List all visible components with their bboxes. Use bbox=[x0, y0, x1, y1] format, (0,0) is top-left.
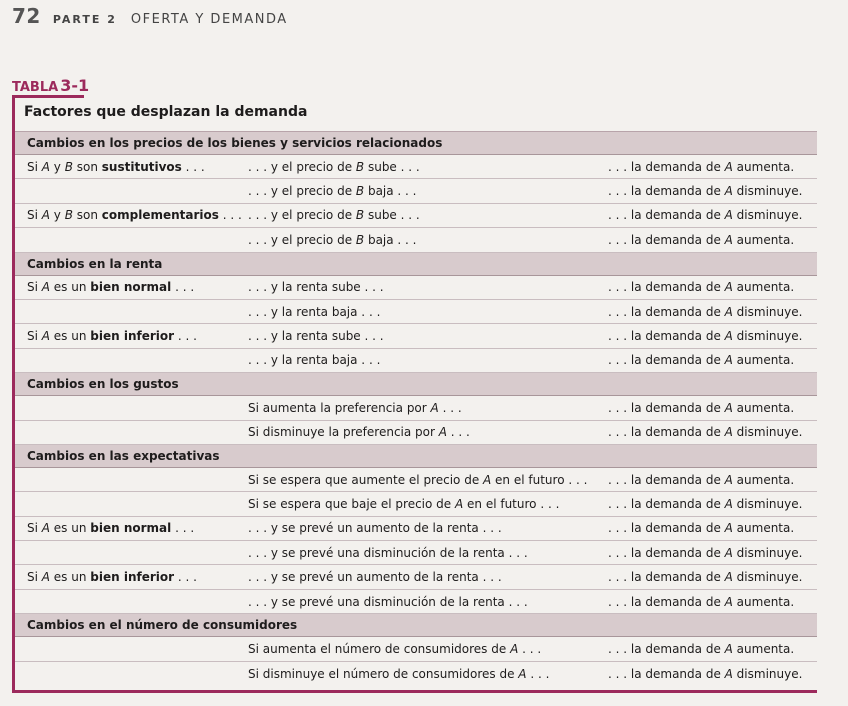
table-row bbox=[15, 228, 817, 252]
result-cell: . . . la demanda de A disminuye. bbox=[608, 425, 803, 440]
change-cell: . . . y la renta baja . . . bbox=[248, 304, 381, 319]
change-cell: Si aumenta la preferencia por A . . . bbox=[248, 400, 462, 415]
result-cell: . . . la demanda de A aumenta. bbox=[608, 521, 795, 536]
change-cell: Si se espera que baje el precio de A en el futuro . . . bbox=[248, 496, 560, 511]
table-row bbox=[15, 396, 817, 420]
table-tag-label: TABLA bbox=[12, 80, 59, 95]
result-cell: . . . la demanda de A disminuye. bbox=[608, 304, 803, 319]
result-cell: . . . la demanda de A disminuye. bbox=[608, 666, 803, 681]
table-row bbox=[15, 300, 817, 324]
page-header bbox=[12, 4, 288, 28]
section-header: Cambios en el número de consumidores bbox=[15, 614, 817, 637]
result-cell: . . . la demanda de A aumenta. bbox=[608, 353, 795, 368]
table-row bbox=[15, 590, 817, 614]
table-row bbox=[15, 565, 817, 589]
result-cell: . . . la demanda de A aumenta. bbox=[608, 641, 795, 656]
table-tag bbox=[12, 76, 89, 95]
section-header: Cambios en los precios de los bienes y servicios relacionados bbox=[15, 132, 817, 155]
result-cell: . . . la demanda de A aumenta. bbox=[608, 472, 795, 487]
change-cell: . . . y se prevé una disminución de la renta . . . bbox=[248, 594, 528, 609]
table-row bbox=[15, 541, 817, 565]
change-cell: . . . y la renta baja . . . bbox=[248, 353, 381, 368]
table-row bbox=[15, 155, 817, 179]
table-row bbox=[15, 349, 817, 373]
condition-cell: Si A y B son sustitutivos . . . bbox=[27, 159, 205, 174]
table-row bbox=[15, 204, 817, 228]
condition-cell: Si A es un bien inferior . . . bbox=[27, 570, 197, 585]
change-cell: . . . y se prevé un aumento de la renta . . . bbox=[248, 521, 502, 536]
section-header: Cambios en la renta bbox=[15, 253, 817, 276]
part-label: PARTE 2 bbox=[52, 13, 117, 26]
table-row bbox=[15, 662, 817, 686]
chapter-title: OFERTA Y DEMANDA bbox=[130, 12, 288, 27]
condition-cell: Si A es un bien normal . . . bbox=[27, 521, 195, 536]
table-row bbox=[15, 517, 817, 541]
change-cell: Si se espera que aumente el precio de A en el futuro . . . bbox=[248, 472, 588, 487]
condition-cell: Si A es un bien normal . . . bbox=[27, 280, 195, 295]
change-cell: Si disminuye la preferencia por A . . . bbox=[248, 425, 470, 440]
condition-cell: Si A es un bien inferior . . . bbox=[27, 329, 197, 344]
result-cell: . . . la demanda de A disminuye. bbox=[608, 208, 803, 223]
condition-cell: Si A y B son complementarios . . . bbox=[27, 208, 242, 223]
result-cell: . . . la demanda de A aumenta. bbox=[608, 159, 795, 174]
result-cell: . . . la demanda de A disminuye. bbox=[608, 496, 803, 511]
result-cell: . . . la demanda de A disminuye. bbox=[608, 570, 803, 585]
table-row bbox=[15, 179, 817, 203]
section-header: Cambios en los gustos bbox=[15, 373, 817, 396]
table-row bbox=[15, 276, 817, 300]
change-cell: Si aumenta el número de consumidores de A . . . bbox=[248, 641, 542, 656]
result-cell: . . . la demanda de A aumenta. bbox=[608, 280, 795, 295]
section-header: Cambios en las expectativas bbox=[15, 445, 817, 468]
result-cell: . . . la demanda de A disminuye. bbox=[608, 184, 803, 199]
change-cell: . . . y se prevé una disminución de la renta . . . bbox=[248, 545, 528, 560]
result-cell: . . . la demanda de A aumenta. bbox=[608, 232, 795, 247]
table-tag-number: 3-1 bbox=[60, 76, 90, 95]
change-cell: . . . y el precio de B baja . . . bbox=[248, 184, 417, 199]
change-cell: . . . y el precio de B baja . . . bbox=[248, 232, 417, 247]
change-cell: . . . y la renta sube . . . bbox=[248, 280, 384, 295]
result-cell: . . . la demanda de A aumenta. bbox=[608, 594, 795, 609]
table-row bbox=[15, 421, 817, 445]
table-row bbox=[15, 637, 817, 661]
table-row bbox=[15, 492, 817, 516]
table-row bbox=[15, 468, 817, 492]
change-cell: Si disminuye el número de consumidores de A . . . bbox=[248, 666, 550, 681]
table-body bbox=[15, 132, 817, 686]
result-cell: . . . la demanda de A aumenta. bbox=[608, 400, 795, 415]
demand-factors-table bbox=[12, 97, 817, 693]
table-title: Factores que desplazan la demanda bbox=[15, 97, 817, 132]
change-cell: . . . y el precio de B sube . . . bbox=[248, 208, 420, 223]
change-cell: . . . y el precio de B sube . . . bbox=[248, 159, 420, 174]
change-cell: . . . y se prevé un aumento de la renta . . . bbox=[248, 570, 502, 585]
table-row bbox=[15, 324, 817, 348]
result-cell: . . . la demanda de A disminuye. bbox=[608, 329, 803, 344]
change-cell: . . . y la renta sube . . . bbox=[248, 329, 384, 344]
result-cell: . . . la demanda de A disminuye. bbox=[608, 545, 803, 560]
page-number: 72 bbox=[12, 4, 41, 28]
